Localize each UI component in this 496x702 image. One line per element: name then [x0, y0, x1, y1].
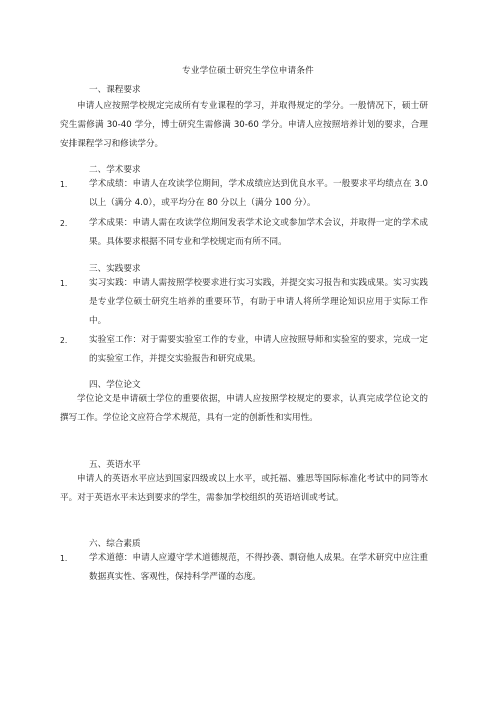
list-item [60, 331, 428, 369]
section-paragraph-course: 申请人应按照学校规定完成所有专业课程的学习，并取得规定的学分。一般情况下，硕士研究生需修满 30-40 学分，博士研究生需修满 30-60 学分。申请人应按照培养计划的要求，合理安排课程学习和修读学分。 [60, 101, 428, 150]
section-heading-practice: 三、实践要求 [89, 264, 141, 274]
list-item-text: 实验室工作：对于需要实验室工作的专业，申请人应按照导师和实验室的要求，完成一定的实验室工作，并提交实验报告和研究成果。 [89, 335, 428, 365]
section-heading-quality: 六、综合素质 [89, 539, 141, 549]
list-item-number: 2. [60, 336, 68, 345]
section-paragraph-english: 申请人的英语水平应达到国家四级或以上水平，或托福、雅思等国际标准化考试中的同等水平。对于英语水平未达到要求的学生，需参加学校组织的英语培训或考试。 [60, 474, 428, 504]
document-title: 专业学位硕士研究生学位申请条件 [182, 66, 314, 76]
list-item-text: 学术成果：申请人需在攻读学位期间发表学术论文或参加学术会议，并取得一定的学术成果。具体要求根据不同专业和学校规定而有所不同。 [89, 218, 428, 248]
list-item-number: 1. [60, 180, 68, 189]
list-item [60, 274, 428, 332]
list-item-number: 2. [60, 219, 68, 228]
section-heading-academic: 二、学术要求 [89, 165, 141, 175]
list-item-text: 学术道德：申请人应遵守学术道德规范，不得抄袭、剽窃他人成果。在学术研究中应注重数据真实性、客观性，保持科学严谨的态度。 [89, 553, 428, 583]
section-heading-thesis: 四、学位论文 [89, 380, 141, 390]
list-item [60, 549, 428, 587]
list-item [60, 214, 428, 252]
list-item-number: 1. [60, 279, 68, 288]
list-item-text: 实习实践：申请人需按照学校要求进行实习实践，并提交实习报告和实践成果。实习实践是专业学位硕士研究生培养的重要环节，有助于申请人将所学理论知识应用于实际工作中。 [89, 278, 428, 327]
section-heading-english: 五、英语水平 [89, 460, 141, 470]
section-heading-course: 一、课程要求 [89, 85, 141, 95]
list-item-text: 学术成绩：申请人在攻读学位期间，学术成绩应达到优良水平。一般要求平均绩点在 3.0 以上（满分 4.0），或平均分在 80 分以上（满分 100 分）。 [89, 179, 428, 209]
section-paragraph-thesis: 学位论文是申请硕士学位的重要依据，申请人应按照学校规定的要求，认真完成学位论文的撰写工作。学位论文应符合学术规范，具有一定的创新性和实用性。 [60, 394, 428, 424]
list-item [60, 175, 428, 213]
list-item-number: 1. [60, 554, 68, 563]
